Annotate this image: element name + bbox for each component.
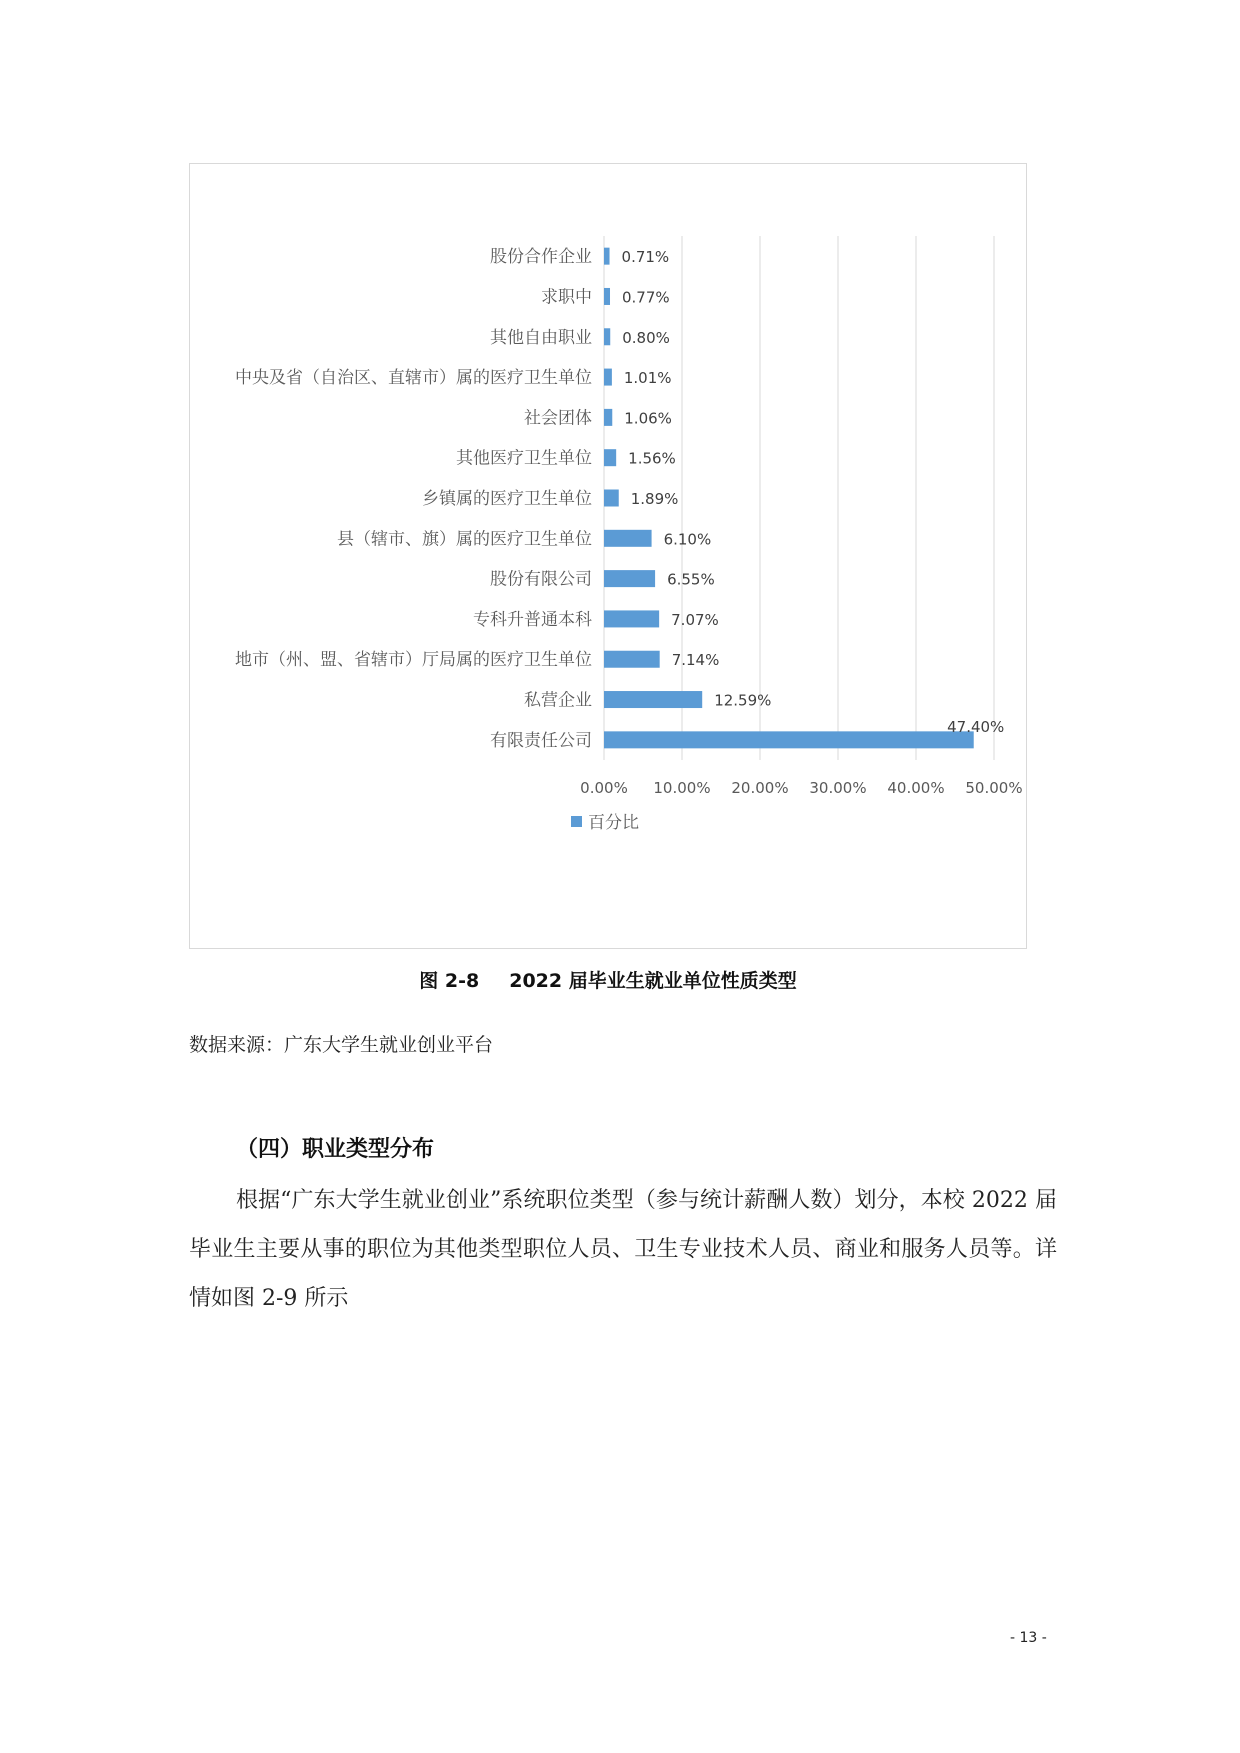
category-label: 中央及省（自治区、直辖市）属的医疗卫生单位 bbox=[235, 368, 592, 389]
figure-title: 2022 届毕业生就业单位性质类型 bbox=[509, 970, 797, 992]
data-label: 6.55% bbox=[667, 570, 715, 589]
body-paragraph: 根据“广东大学生就业创业”系统职位类型（参与统计薪酬人数）划分，本校 2022 届毕业生主要从事的职位为其他类型职位人员、卫生专业技术人员、商业和服务人员等。详情如图 2-9 所示 bbox=[189, 1188, 1057, 1311]
x-tick-label: 20.00% bbox=[731, 779, 789, 797]
figure-caption bbox=[189, 966, 1027, 993]
data-source: 数据来源：广东大学生就业创业平台 bbox=[189, 1034, 494, 1056]
category-label: 社会团体 bbox=[524, 408, 592, 429]
data-label: 12.59% bbox=[714, 691, 772, 710]
x-tick-label: 40.00% bbox=[887, 779, 945, 797]
data-label: 1.06% bbox=[624, 409, 672, 428]
x-tick-label: 30.00% bbox=[809, 779, 867, 797]
category-label: 股份合作企业 bbox=[490, 247, 592, 268]
category-label: 其他医疗卫生单位 bbox=[456, 448, 592, 469]
legend-swatch bbox=[571, 816, 582, 827]
category-label: 其他自由职业 bbox=[490, 327, 592, 348]
x-tick-label: 10.00% bbox=[653, 779, 711, 797]
bar bbox=[604, 570, 655, 587]
bar bbox=[604, 731, 974, 748]
category-label: 股份有限公司 bbox=[490, 569, 592, 590]
bar bbox=[604, 530, 652, 547]
category-label: 专科升普通本科 bbox=[473, 609, 592, 630]
data-label: 0.71% bbox=[621, 248, 670, 267]
data-label: 6.10% bbox=[663, 530, 712, 549]
bar bbox=[604, 328, 610, 345]
bar bbox=[604, 490, 619, 507]
section-heading: （四）职业类型分布 bbox=[236, 1137, 435, 1162]
category-label: 地市（州、盟、省辖市）厅局属的医疗卫生单位 bbox=[235, 650, 592, 671]
chart-frame bbox=[189, 163, 1027, 949]
category-label: 有限责任公司 bbox=[490, 730, 592, 751]
bar bbox=[604, 288, 610, 305]
bar bbox=[604, 691, 702, 708]
bar bbox=[604, 449, 616, 466]
page-number: - 13 - bbox=[1010, 1630, 1047, 1646]
bar bbox=[604, 409, 612, 426]
data-label: 7.14% bbox=[671, 651, 720, 670]
data-label: 1.01% bbox=[623, 369, 672, 388]
category-label: 县（辖市、旗）属的医疗卫生单位 bbox=[337, 529, 592, 550]
bar-chart bbox=[190, 164, 1028, 950]
data-label: 7.07% bbox=[671, 610, 719, 629]
bar bbox=[604, 248, 610, 265]
bar bbox=[604, 651, 660, 668]
data-label: 47.40% bbox=[947, 717, 1005, 736]
category-label: 求职中 bbox=[541, 287, 592, 308]
data-label: 1.89% bbox=[630, 490, 679, 508]
category-label: 私营企业 bbox=[524, 690, 592, 711]
category-label: 乡镇属的医疗卫生单位 bbox=[422, 489, 592, 509]
data-label: 1.56% bbox=[628, 449, 676, 468]
data-label: 0.80% bbox=[622, 328, 670, 347]
x-tick-label: 50.00% bbox=[965, 779, 1023, 797]
data-label: 0.77% bbox=[622, 288, 670, 307]
legend-label: 百分比 bbox=[588, 813, 639, 833]
figure-number: 图 2-8 bbox=[419, 970, 480, 992]
bar bbox=[604, 369, 612, 386]
bar bbox=[604, 610, 659, 627]
x-tick-label: 0.00% bbox=[580, 779, 628, 797]
